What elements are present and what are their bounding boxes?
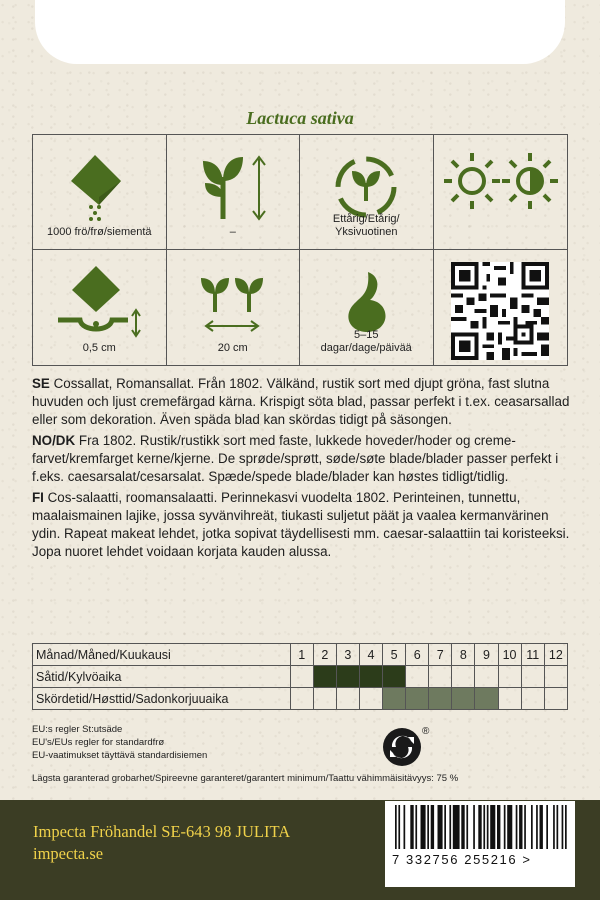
barcode-bar [565,805,567,849]
barcode-bar [421,805,426,849]
sun-partial-shade-icon [440,147,560,217]
harvest-month-6 [406,688,429,710]
barcode-bar [536,805,538,849]
calendar-header-row [33,644,568,666]
germination-line2: dagar/dage/päivää [320,342,412,354]
cell-sowing-depth [33,250,167,365]
sowing-month-3 [336,666,359,688]
month-7: 7 [429,644,452,666]
cell-plant-height [167,135,301,250]
barcode-bar [516,805,518,849]
company-name: Impecta Fröhandel SE-643 98 JULITA [33,822,291,841]
sowing-month-5 [383,666,406,688]
seed-count-label: 1000 frö/frø/siementä [46,226,152,238]
month-12: 12 [544,644,567,666]
barcode-bar [466,805,468,849]
harvest-month-11 [521,688,544,710]
barcode-bar [546,805,548,849]
sowing-month-2 [313,666,336,688]
barcode-bar [410,805,413,849]
sowing-month-10 [498,666,521,688]
harvest-month-12 [544,688,567,710]
description-no [32,432,572,486]
company-website[interactable]: impecta.se [33,844,104,863]
eu-line-fi: EU-vaatimukset täyttävä standardisiemen [32,750,208,761]
lifecycle-line1: Ettårig/Etårig/ [332,213,400,225]
barcode-bar [415,805,417,849]
germination-label [300,329,433,355]
sowing-depth-icon [54,262,144,342]
harvest-month-3 [336,688,359,710]
info-grid [32,134,568,366]
description-no-text: Fra 1802. Rustik/rustikk sort med faste, lukkede hoveder/hoder og creme-farvet/kremfarget kerne/kjerne. De sprøde/sprøtt, søde/søte blade/blader passer perfekt i f.eks. caesarsalat/cesarsalat. Spæde/spede blade/blader kan høstes tidligt/tidlig. [32,433,559,484]
seed-count-icon [59,147,139,227]
lifecycle-line2: Yksivuotinen [335,226,398,238]
month-8: 8 [452,644,475,666]
hanger-cutout [35,0,565,64]
barcode-bar [483,805,485,849]
plant-height-label: – [229,226,236,238]
barcode-bar [540,805,543,849]
barcode-bar [519,805,522,849]
barcode-bar [461,805,464,849]
plant-height-icon [193,147,273,227]
sowing-month-12 [544,666,567,688]
registered-mark: ® [422,726,430,737]
green-dot-recycling-icon [380,722,436,770]
month-10: 10 [498,644,521,666]
description-fi [32,489,572,561]
barcode-number: 7 332756 255216 > [392,852,532,867]
barcode-bar [504,805,506,849]
sowing-row [33,666,568,688]
eu-line-se: EU:s regler St:utsäde [32,724,123,735]
barcode-bar [398,805,400,849]
harvest-label: Skördetid/Høsttid/Sadonkorjuuaika [33,688,291,710]
harvest-month-5 [383,688,406,710]
harvest-month-8 [452,688,475,710]
lifecycle-label [300,213,433,239]
month-9: 9 [475,644,498,666]
cell-plant-spacing [167,250,301,365]
month-11: 11 [521,644,544,666]
sowing-month-6 [406,666,429,688]
cell-germination [300,250,434,365]
description-fi-text: Cos-salaatti, roomansalaatti. Perinnekasvi vuodelta 1802. Perinteinen, tunnettu, maalaismainen lajike, jossa syvänvihreät, tiukasti suljetut päät ja vaalea kermanvärinen ydin. Rapeat makeat lehdet, jotka sopivat täydellisesti mm. caesar-salaattiin tai koristeeksi. Jopa nuoret lehdet voidaan korjata kauden alussa. [32,490,570,559]
description-se [32,375,572,429]
barcode-bar [473,805,475,849]
harvest-month-1 [290,688,313,710]
calendar-header-label: Månad/Måned/Kuukausi [33,644,291,666]
barcode-bar [557,805,559,849]
barcode-bar [487,805,489,849]
barcode-bar [490,805,495,849]
plant-spacing-label: 20 cm [217,342,248,354]
cell-seed-count [33,135,167,250]
barcode-bar [553,805,555,849]
barcode-bar [427,805,429,849]
barcode-bar [438,805,443,849]
month-5: 5 [383,644,406,666]
barcode-bar [531,805,533,849]
barcode-bar [478,805,481,849]
germination-line1: 5–15 [354,329,379,341]
barcode-bar [524,805,526,849]
barcode-bar [562,805,564,849]
harvest-month-2 [313,688,336,710]
cell-qr [434,250,568,365]
sowing-month-11 [521,666,544,688]
barcode-bar [444,805,446,849]
month-3: 3 [336,644,359,666]
month-1: 1 [290,644,313,666]
species-name: Lactuca sativa [246,108,354,128]
sowing-label: Såtid/Kylvöaika [33,666,291,688]
cell-lifecycle [300,135,434,250]
qr-code[interactable] [451,262,549,360]
germination-guarantee: Lägsta garanterad grobarhet/Spireevne garanteret/garantert minimum/Taattu vähimmäisitävyys: 75 % [32,773,459,784]
barcode-bar [431,805,434,849]
description [32,375,572,564]
month-2: 2 [313,644,336,666]
harvest-month-7 [429,688,452,710]
sowing-calendar [32,643,568,710]
sowing-month-9 [475,666,498,688]
lang-code-no: NO/DK [32,433,76,448]
sowing-month-7 [429,666,452,688]
cell-sun [434,135,568,250]
barcode-bar [507,805,512,849]
sowing-month-1 [290,666,313,688]
barcode-bar [453,805,460,849]
barcode [385,801,575,887]
harvest-month-9 [475,688,498,710]
lang-code-se: SE [32,376,50,391]
company-info [33,821,290,865]
barcode-bar [449,805,451,849]
description-se-text: Cossallat, Romansallat. Från 1802. Välkänd, rustik sort med djupt gröna, fast slutna huvuden och ljust cremefärgad kärna. Krispigt söta blad, passar perfekt i t.ex. ceasarsallad eller som dekoration. Även späda blad kan skördas tidigt på säsongen. [32,376,570,427]
sowing-month-8 [452,666,475,688]
plant-spacing-icon [193,262,273,342]
eu-line-no: EU's/EUs regler for standardfrø [32,737,165,748]
harvest-month-4 [359,688,382,710]
barcode-bar [497,805,500,849]
barcode-bar [395,805,397,849]
lang-code-fi: FI [32,490,44,505]
eu-regulations [32,723,207,762]
barcode-bars [385,801,575,851]
sowing-depth-label: 0,5 cm [82,342,116,354]
sowing-month-4 [359,666,382,688]
harvest-row [33,688,568,710]
harvest-month-10 [498,688,521,710]
barcode-bar [404,805,406,849]
month-6: 6 [406,644,429,666]
month-4: 4 [359,644,382,666]
